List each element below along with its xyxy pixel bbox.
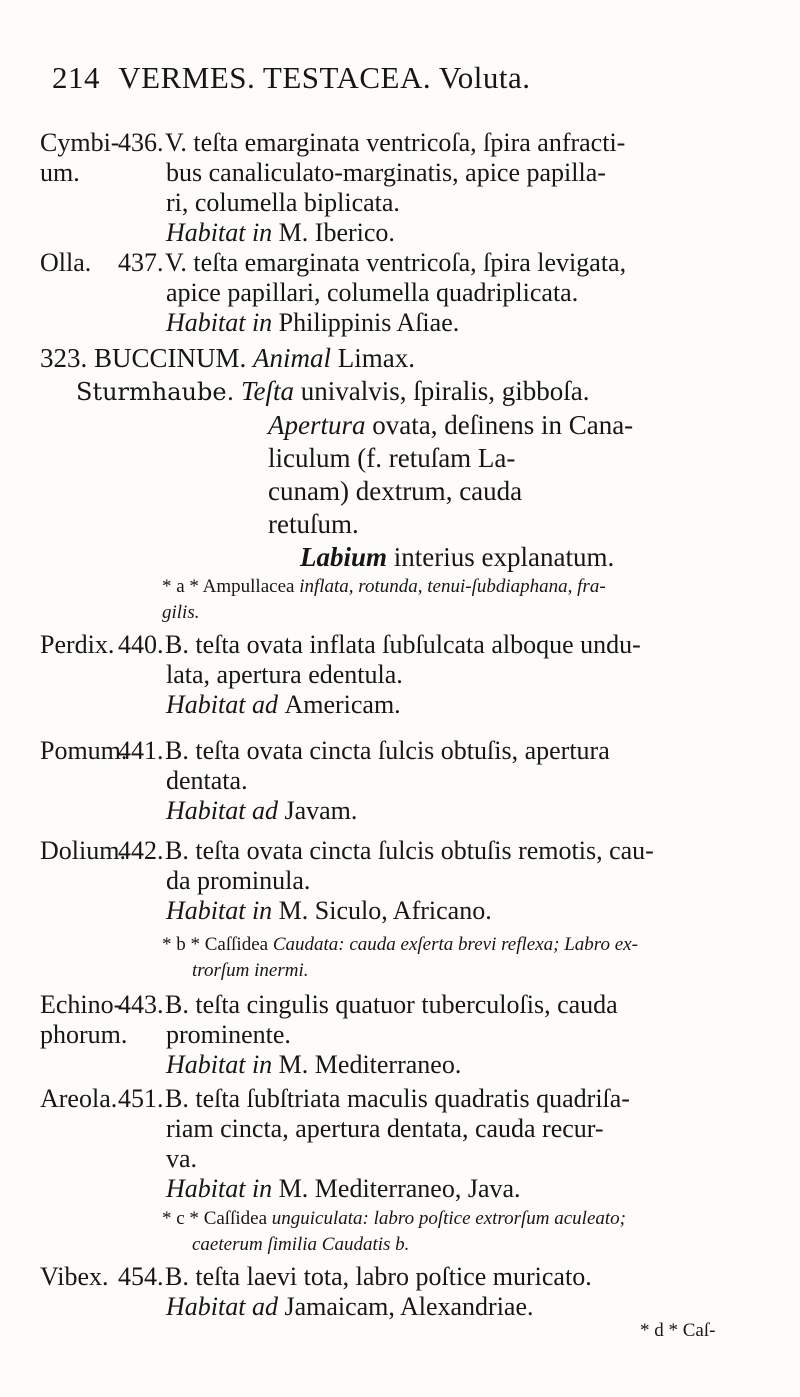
species-margin-label: Areola. bbox=[40, 1084, 118, 1113]
species-margin-label: Perdix. bbox=[40, 630, 115, 659]
species-margin-label: Olla. bbox=[40, 248, 92, 277]
genus-description: 323. BUCCINUM. Animal Limax. Sturmhaube. Teſta univalvis, ſpiralis, gibboſa. Apertura ovata, deſinens in Cana- liculum (f. retuſam La- cunam) dextrum, cauda retuſum. Labium interius explanatum. bbox=[40, 343, 634, 572]
species-margin-label: Vibex. bbox=[40, 1262, 109, 1291]
species-entry: 454.B. teſta laevi tota, labro poſtice muricato. Habitat ad Jamaicam, Alexandriae. bbox=[118, 1262, 763, 1322]
habitat-line: Habitat in M. Mediterraneo. bbox=[166, 1050, 462, 1079]
habitat-line: Habitat in M. Mediterraneo, Java. bbox=[166, 1174, 521, 1203]
entry-number: 440. bbox=[118, 630, 164, 659]
species-entry: 440.B. teſta ovata inflata ſubſulcata alboque undu- lata, apertura edentula. Habitat ad Americam. bbox=[118, 630, 763, 720]
species-margin-label: Dolium. bbox=[40, 836, 126, 865]
entry-number: 443. bbox=[118, 990, 164, 1019]
german-name: Sturmhaube. bbox=[76, 378, 235, 406]
page-header bbox=[52, 60, 752, 96]
habitat-line: Habitat ad Americam. bbox=[166, 690, 401, 719]
species-margin-label: Pomum. bbox=[40, 736, 128, 765]
species-entry: 451.B. teſta ſubſtriata maculis quadratis quadriſa- riam cincta, apertura dentata, cauda recur- va. Habitat in M. Mediterraneo, Java. bbox=[118, 1084, 763, 1204]
habitat-line: Habitat ad Jamaicam, Alexandriae. bbox=[166, 1292, 534, 1321]
species-entry: 442.B. teſta ovata cincta ſulcis obtuſis remotis, cau- da prominula. Habitat in M. Siculo, Africano. bbox=[118, 836, 763, 926]
running-title: VERMES. TESTACEA. Voluta. bbox=[118, 60, 531, 95]
genus-name: BUCCINUM. bbox=[94, 343, 247, 373]
catchword: * d * Caſ- bbox=[640, 1320, 716, 1341]
species-margin-label: Cymbi- um. bbox=[40, 128, 120, 187]
entry-number: 441. bbox=[118, 736, 164, 765]
species-entry: 443.B. teſta cingulis quatuor tuberculoſis, cauda prominente. Habitat in M. Mediterraneo. bbox=[118, 990, 763, 1080]
habitat-line: Habitat in Philippinis Aſiae. bbox=[166, 308, 460, 337]
footnote-c: * c * Caſſidea unguiculata: labro poſtice extrorſum aculeato; caeterum ſimilia Caudatis b. bbox=[162, 1208, 626, 1255]
species-entry: 437.V. teſta emarginata ventricoſa, ſpira levigata, apice papillari, columella quadriplicata. Habitat in Philippinis Aſiae. bbox=[118, 248, 763, 338]
footnote-b: * b * Caſſidea Caudata: cauda exſerta brevi reflexa; Labro ex- trorſum inermi. bbox=[162, 934, 638, 981]
habitat-line: Habitat in M. Siculo, Africano. bbox=[166, 896, 492, 925]
entry-number: 436. bbox=[118, 128, 164, 157]
species-margin-label: Echino- phorum. bbox=[40, 990, 128, 1049]
page-number: 214 bbox=[52, 60, 100, 95]
species-entry: 441.B. teſta ovata cincta ſulcis obtuſis, apertura dentata. Habitat ad Javam. bbox=[118, 736, 763, 826]
habitat-line: Habitat in M. Iberico. bbox=[166, 218, 395, 247]
entry-number: 437. bbox=[118, 248, 164, 277]
entry-number: 451. bbox=[118, 1084, 164, 1113]
entry-number: 442. bbox=[118, 836, 164, 865]
entry-number: 454. bbox=[118, 1262, 164, 1291]
habitat-line: Habitat ad Javam. bbox=[166, 796, 358, 825]
footnote-a: * a * Ampullacea inflata, rotunda, tenui-ſubdiaphana, fra- gilis. bbox=[162, 576, 606, 623]
species-entry: 436.V. teſta emarginata ventricoſa, ſpira anfracti- bus canaliculato-marginatis, apice papilla- ri, columella biplicata. Habitat in M. Iberico. bbox=[118, 128, 763, 248]
